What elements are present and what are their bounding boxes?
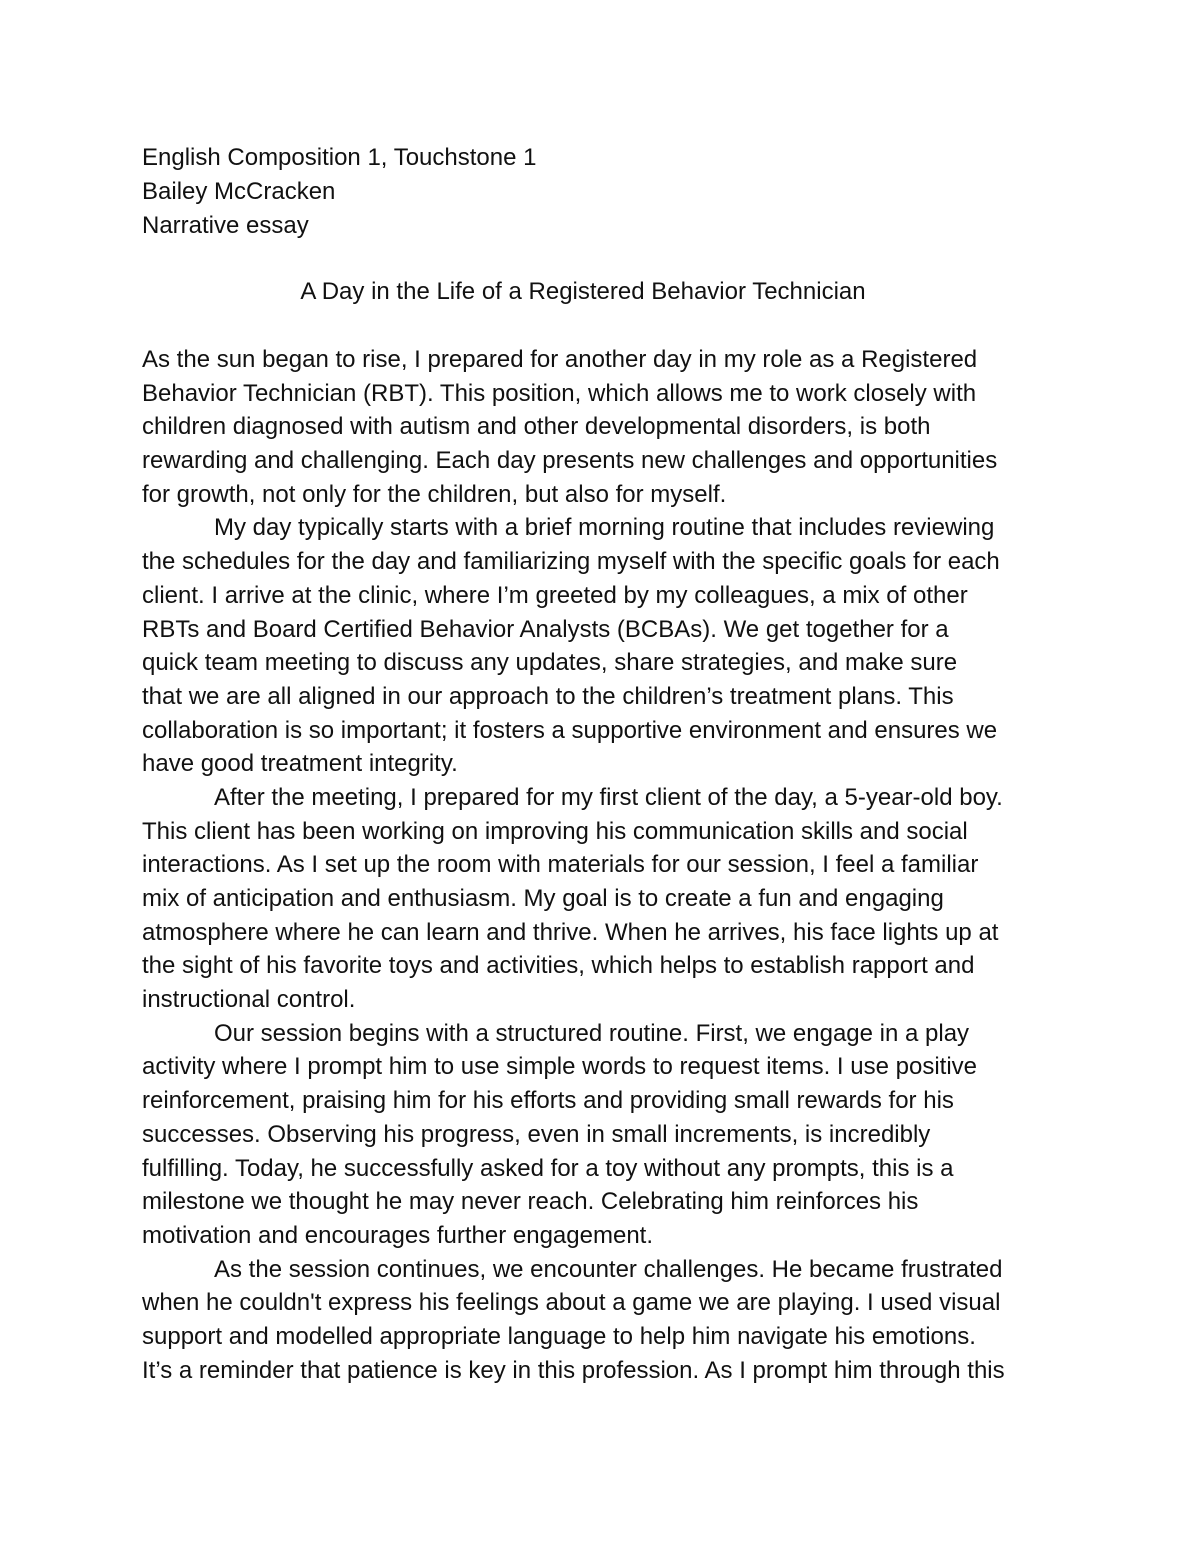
body-text-line: atmosphere where he can learn and thrive. When he arrives, his face lights up at: [142, 918, 999, 946]
body-text-line: when he couldn't express his feelings about a game we are playing. I used visual: [142, 1289, 1001, 1317]
body-text-line: the sight of his favorite toys and activities, which helps to establish rapport and: [142, 952, 975, 980]
body-text-line: As the session continues, we encounter challenges. He became frustrated: [214, 1255, 1003, 1283]
body-text-line: reinforcement, praising him for his efforts and providing small rewards for his: [142, 1087, 954, 1115]
body-text-line: interactions. As I set up the room with materials for our session, I feel a familiar: [142, 851, 979, 879]
body-text-line: the schedules for the day and familiarizing myself with the specific goals for each: [142, 548, 1000, 576]
body-text-line: Our session begins with a structured routine. First, we engage in a play: [214, 1019, 970, 1047]
body-text-line: client. I arrive at the clinic, where I’m greeted by my colleagues, a mix of other: [142, 581, 968, 609]
body-text-line: instructional control.: [142, 986, 356, 1014]
body-text-line: quick team meeting to discuss any updates, share strategies, and make sure: [142, 649, 958, 677]
body-text-line: mix of anticipation and enthusiasm. My goal is to create a fun and engaging: [142, 885, 944, 912]
body-text-line: for growth, not only for the children, but also for myself.: [142, 480, 727, 508]
course-line: English Composition 1, Touchstone 1: [142, 144, 537, 171]
body-text-line: This client has been working on improving his communication skills and social: [142, 817, 968, 845]
essay-title: A Day in the Life of a Registered Behavior Technician: [300, 278, 866, 305]
body-text-line: children diagnosed with autism and other developmental disorders, is both: [142, 413, 931, 441]
essay-type-line: Narrative essay: [142, 212, 309, 239]
author-line: Bailey McCracken: [142, 178, 336, 205]
body-text-line: RBTs and Board Certified Behavior Analysts (BCBAs). We get together for a: [142, 615, 949, 643]
body-text-line: fulfilling. Today, he successfully asked for a toy without any prompts, this is a: [142, 1154, 954, 1182]
body-text-line: milestone we thought he may never reach. Celebrating him reinforces his: [142, 1188, 919, 1216]
body-text-line: activity where I prompt him to use simple words to request items. I use positive: [142, 1053, 977, 1081]
body-text-line: successes. Observing his progress, even in small increments, is incredibly: [142, 1120, 931, 1148]
body-text-line: My day typically starts with a brief morning routine that includes reviewing: [214, 514, 995, 542]
body-text-line: motivation and encourages further engagement.: [142, 1221, 653, 1249]
body-text-line: rewarding and challenging. Each day presents new challenges and opportunities: [142, 447, 998, 475]
body-text-line: It’s a reminder that patience is key in this profession. As I prompt him through this: [142, 1356, 1005, 1384]
body-text-line: support and modelled appropriate language to help him navigate his emotions.: [142, 1322, 976, 1350]
body-text-line: Behavior Technician (RBT). This position, which allows me to work closely with: [142, 379, 977, 407]
body-text-line: After the meeting, I prepared for my first client of the day, a 5-year-old boy.: [214, 783, 1003, 811]
document-header: [142, 141, 536, 243]
essay-body: [142, 343, 1072, 1387]
body-text-line: have good treatment integrity.: [142, 750, 458, 778]
body-text-line: that we are all aligned in our approach to the children’s treatment plans. This: [142, 682, 954, 710]
body-text-line: collaboration is so important; it fosters a supportive environment and ensures we: [142, 716, 998, 744]
body-text-line: As the sun began to rise, I prepared for another day in my role as a Registered: [142, 346, 978, 373]
